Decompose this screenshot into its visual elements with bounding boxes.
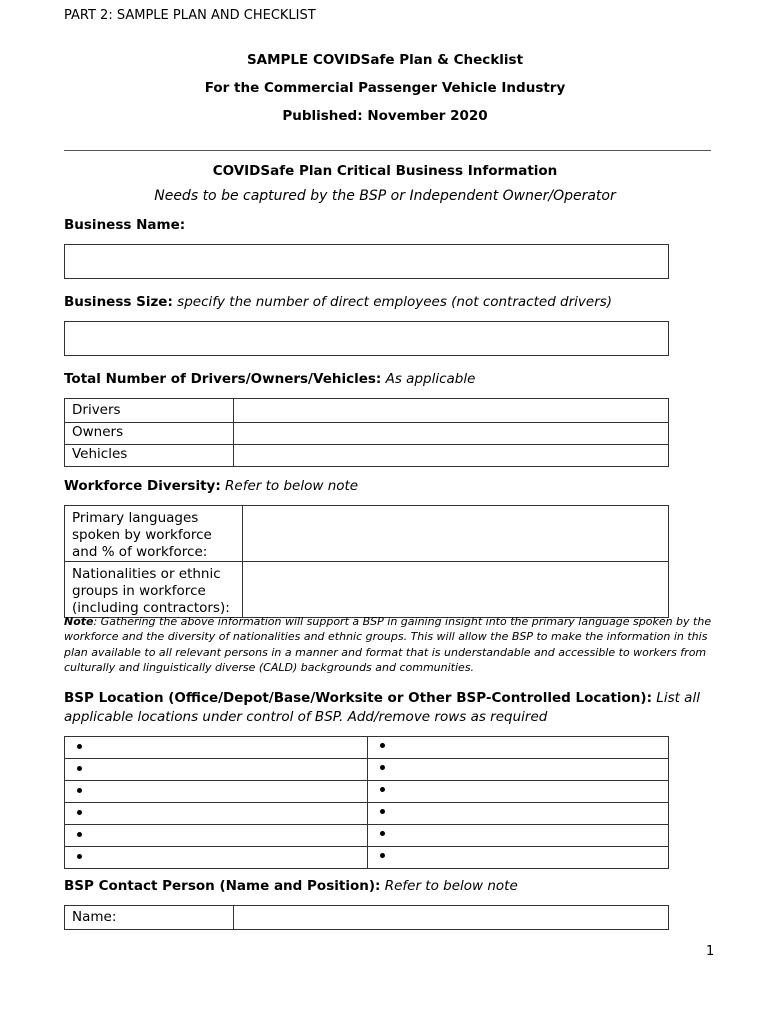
business-size-label: Business Size:	[64, 294, 173, 310]
section-title: COVIDSafe Plan Critical Business Information	[212, 163, 558, 179]
table-row	[65, 759, 669, 781]
bullet-icon	[77, 832, 82, 837]
location-cell[interactable]	[368, 737, 669, 759]
totals-heading	[64, 371, 475, 387]
location-cell[interactable]	[65, 825, 368, 847]
vehicles-value-cell[interactable]	[234, 445, 669, 467]
diversity-note	[64, 614, 714, 676]
location-cell[interactable]	[65, 737, 368, 759]
contact-heading	[64, 878, 518, 894]
note-text: : Gathering the above information will support a BSP in gaining insight into the primary language spoken by the workforce and the diversity of nationalities and ethnic groups. This will allow the BSP to make the information in this plan available to all relevant persons in a manner and format that is understandable and accessible to workers from culturally and linguistically diverse (CALD) backgrounds and communities.	[64, 615, 712, 675]
table-row	[65, 423, 669, 445]
bullet-icon	[77, 788, 82, 793]
diversity-heading	[64, 478, 358, 494]
business-name-label: Business Name:	[64, 217, 186, 233]
page-number: 1	[706, 944, 715, 959]
business-size-heading	[64, 294, 612, 310]
languages-label: Primary languages spoken by workforce and % of workforce:	[65, 506, 243, 562]
contact-label: BSP Contact Person (Name and Position):	[64, 878, 381, 894]
drivers-value-cell[interactable]	[234, 399, 669, 423]
section-subtitle: Needs to be captured by the BSP or Independent Owner/Operator	[154, 188, 616, 204]
bullet-icon	[77, 744, 82, 749]
table-row	[65, 562, 669, 618]
location-cell[interactable]	[65, 803, 368, 825]
table-row	[65, 737, 669, 759]
location-cell[interactable]	[368, 847, 669, 869]
table-row	[65, 803, 669, 825]
business-size-hint: specify the number of direct employees (not contracted drivers)	[172, 294, 613, 310]
totals-table	[64, 398, 669, 467]
published-date: Published: November 2020	[282, 108, 488, 124]
table-row	[65, 781, 669, 803]
location-cell[interactable]	[65, 759, 368, 781]
table-row	[65, 906, 669, 930]
location-cell[interactable]	[65, 847, 368, 869]
location-cell[interactable]	[368, 759, 669, 781]
bullet-icon	[380, 831, 385, 836]
location-hint-1: List all	[652, 690, 700, 706]
business-size-field[interactable]	[64, 321, 669, 356]
location-label: BSP Location (Office/Depot/Base/Worksite or Other BSP-Controlled Location):	[64, 690, 652, 706]
location-heading	[64, 690, 700, 706]
table-row	[65, 506, 669, 562]
document-title: SAMPLE COVIDSafe Plan & Checklist	[246, 52, 524, 68]
diversity-table	[64, 505, 669, 618]
languages-value-cell[interactable]	[243, 506, 669, 562]
contact-hint: Refer to below note	[380, 878, 518, 894]
totals-hint: As applicable	[381, 371, 476, 387]
diversity-label: Workforce Diversity:	[64, 478, 221, 494]
page-header: PART 2: SAMPLE PLAN AND CHECKLIST	[64, 8, 316, 23]
note-label: Note	[64, 615, 94, 628]
contact-name-value-cell[interactable]	[234, 906, 669, 930]
diversity-hint: Refer to below note	[220, 478, 359, 494]
business-name-field[interactable]	[64, 244, 669, 279]
document-subtitle: For the Commercial Passenger Vehicle Industry	[204, 80, 566, 96]
vehicles-label: Vehicles	[65, 445, 234, 467]
bullet-icon	[380, 765, 385, 770]
bullet-icon	[380, 787, 385, 792]
bullet-icon	[77, 766, 82, 771]
table-row	[65, 847, 669, 869]
location-hint-2: applicable locations under control of BSP. Add/remove rows as required	[64, 709, 548, 725]
table-row	[65, 445, 669, 467]
drivers-label: Drivers	[65, 399, 234, 423]
bullet-icon	[380, 809, 385, 814]
bullet-icon	[77, 854, 82, 859]
location-cell[interactable]	[368, 803, 669, 825]
bullet-icon	[77, 810, 82, 815]
owners-label: Owners	[65, 423, 234, 445]
owners-value-cell[interactable]	[234, 423, 669, 445]
location-cell[interactable]	[65, 781, 368, 803]
contact-name-label: Name:	[65, 906, 234, 930]
totals-label: Total Number of Drivers/Owners/Vehicles:	[64, 371, 382, 387]
contact-table	[64, 905, 669, 930]
horizontal-rule	[64, 150, 711, 151]
location-cell[interactable]	[368, 825, 669, 847]
bullet-icon	[380, 743, 385, 748]
table-row	[65, 399, 669, 423]
table-row	[65, 825, 669, 847]
nationalities-label: Nationalities or ethnic groups in workforce (including contractors):	[65, 562, 243, 618]
location-table	[64, 736, 669, 869]
nationalities-value-cell[interactable]	[243, 562, 669, 618]
location-cell[interactable]	[368, 781, 669, 803]
bullet-icon	[380, 853, 385, 858]
